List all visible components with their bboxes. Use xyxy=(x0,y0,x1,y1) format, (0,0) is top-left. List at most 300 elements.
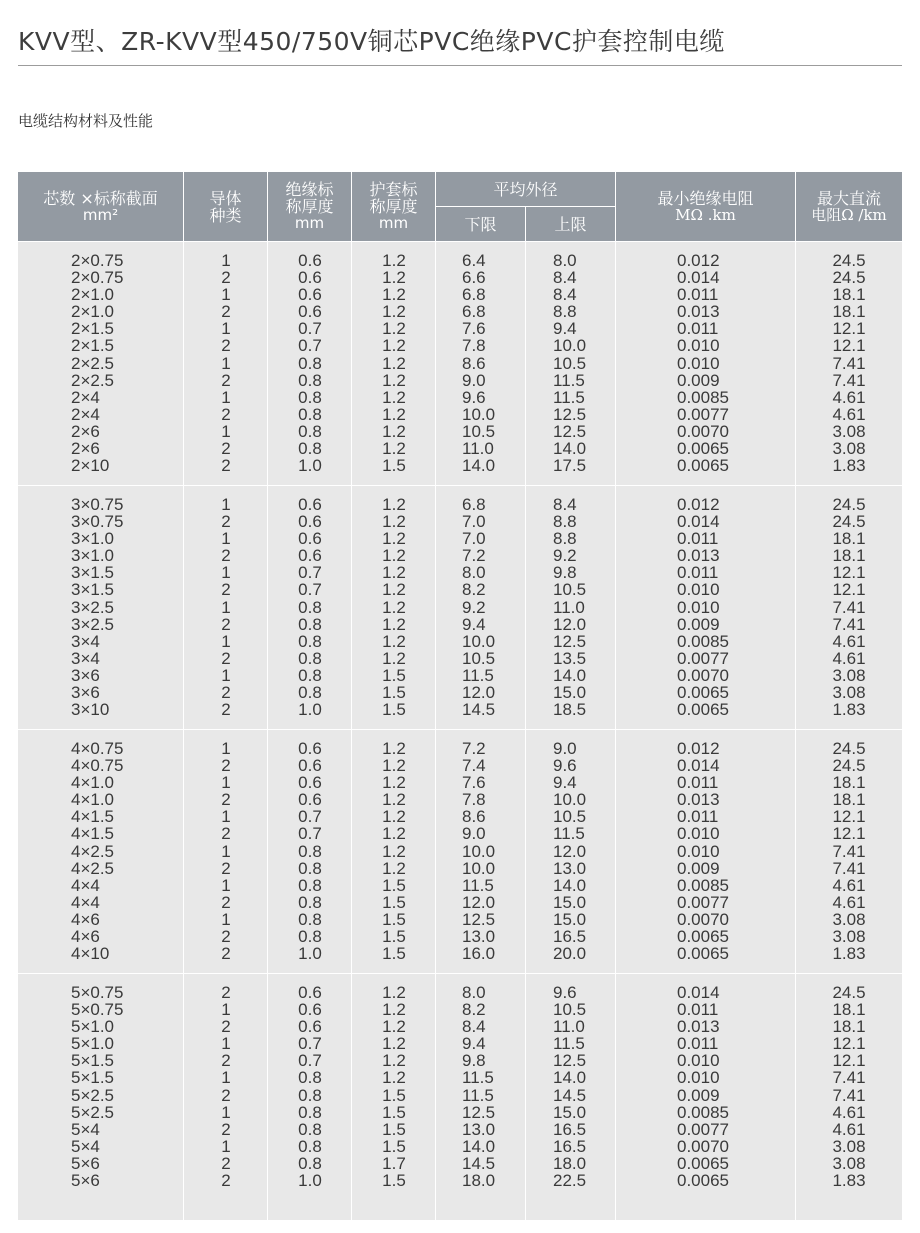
table-cell: 2 xyxy=(221,370,231,390)
table-cell: 2 xyxy=(221,546,231,566)
table-cell: 22.5 xyxy=(553,1171,587,1191)
table-cell: 4.61 xyxy=(832,404,866,424)
table-cell: 1 xyxy=(221,495,231,514)
table-cell: 2×2.5 xyxy=(71,370,115,390)
table-cell: 1.83 xyxy=(832,700,866,720)
table-cell: 1.83 xyxy=(832,1171,866,1191)
table-cell: 0.010 xyxy=(677,336,720,356)
table-cell: 1.5 xyxy=(382,1171,406,1191)
table-cell: 7.8 xyxy=(462,336,486,356)
table-cell: 1.2 xyxy=(382,580,406,600)
table-cell: 0.6 xyxy=(298,495,322,514)
table-cell: 0.6 xyxy=(298,983,322,1002)
table-cell: 11.5 xyxy=(553,1034,585,1054)
table-cell: 2 xyxy=(221,700,231,720)
table-cell: 2 xyxy=(221,983,231,1002)
table-cell: 0.009 xyxy=(677,1085,720,1105)
table-cell: 2×1.5 xyxy=(71,319,115,339)
table-cell: 3×6 xyxy=(71,665,100,685)
column-max-dc-resistance xyxy=(796,252,902,474)
table-cell: 1.2 xyxy=(382,268,406,288)
header-avg-od-label: 平均外径 xyxy=(493,179,558,199)
column-spec xyxy=(18,984,184,1189)
table-cell: 0.009 xyxy=(677,614,720,634)
table-cell: 2×4 xyxy=(71,404,100,424)
table-group xyxy=(18,974,902,1220)
table-cell: 0.8 xyxy=(298,927,322,947)
table-cell: 2 xyxy=(221,756,231,776)
table-cell: 2 xyxy=(221,404,231,424)
table-cell: 1.0 xyxy=(298,944,322,964)
header-conductor-line1: 导体 xyxy=(209,188,242,208)
table-cell: 4.61 xyxy=(832,387,866,407)
table-cell: 1 xyxy=(221,387,231,407)
table-cell: 6.6 xyxy=(462,268,486,288)
header-conductor xyxy=(184,172,267,241)
table-cell: 24.5 xyxy=(832,268,866,288)
table-cell: 0.8 xyxy=(298,597,322,617)
table-cell: 2 xyxy=(221,790,231,810)
table-cell: 3.08 xyxy=(832,927,866,947)
table-cell: 4.61 xyxy=(832,1102,866,1122)
table-cell: 8.0 xyxy=(462,983,486,1002)
table-cell: 9.6 xyxy=(462,387,486,407)
table-cell: 14.5 xyxy=(462,700,496,720)
table-cell: 12.0 xyxy=(553,841,587,861)
table-cell: 12.5 xyxy=(462,909,496,929)
table-cell: 1.5 xyxy=(382,1136,406,1156)
table-cell: 6.8 xyxy=(462,285,486,305)
table-cell: 0.6 xyxy=(298,529,322,549)
table-cell: 12.5 xyxy=(553,404,587,424)
table-cell: 0.012 xyxy=(677,739,720,758)
column-max-dc-resistance xyxy=(796,984,902,1189)
table-cell: 2×1.5 xyxy=(71,336,115,356)
table-cell: 8.6 xyxy=(462,807,486,827)
table-cell: 4.61 xyxy=(832,892,866,912)
table-cell: 3.08 xyxy=(832,1136,866,1156)
table-cell: 1.2 xyxy=(382,421,406,441)
table-cell: 9.4 xyxy=(462,1034,486,1054)
column-od-upper xyxy=(526,252,616,474)
table-cell: 1 xyxy=(221,1102,231,1122)
header-spec-unit: mm² xyxy=(82,205,119,224)
table-cell: 0.8 xyxy=(298,648,322,668)
table-cell: 0.012 xyxy=(677,251,720,270)
table-cell: 18.1 xyxy=(832,302,866,322)
table-cell: 0.0065 xyxy=(677,683,729,703)
title-divider xyxy=(18,65,902,66)
table-cell: 3×4 xyxy=(71,648,100,668)
table-cell: 6.8 xyxy=(462,302,486,322)
column-insulation-thickness xyxy=(268,496,352,718)
table-cell: 24.5 xyxy=(832,251,866,270)
table-cell: 15.0 xyxy=(553,1102,587,1122)
table-cell: 7.41 xyxy=(832,1085,866,1105)
table-cell: 0.6 xyxy=(298,739,322,758)
header-sheath xyxy=(352,172,435,241)
table-cell: 0.6 xyxy=(298,285,322,305)
table-cell: 4×2.5 xyxy=(71,841,115,861)
header-spec-label: 芯数 ×标称截面 xyxy=(43,188,158,208)
table-cell: 8.8 xyxy=(553,302,577,322)
table-cell: 4×1.5 xyxy=(71,807,115,827)
table-cell: 3×2.5 xyxy=(71,614,115,634)
table-cell: 12.5 xyxy=(553,631,587,651)
table-cell: 12.1 xyxy=(832,1051,866,1071)
column-od-lower xyxy=(436,740,526,962)
column-spec xyxy=(18,496,184,718)
table-cell: 6.8 xyxy=(462,495,486,514)
table-cell: 1.2 xyxy=(382,404,406,424)
table-cell: 1.2 xyxy=(382,773,406,793)
table-cell: 11.5 xyxy=(553,370,585,390)
table-cell: 0.6 xyxy=(298,512,322,532)
table-cell: 10.0 xyxy=(462,631,496,651)
table-cell: 7.6 xyxy=(462,773,486,793)
table-cell: 2 xyxy=(221,1119,231,1139)
table-cell: 0.010 xyxy=(677,841,720,861)
table-cell: 0.8 xyxy=(298,421,322,441)
table-cell: 0.0085 xyxy=(677,1102,729,1122)
table-cell: 0.0065 xyxy=(677,439,729,459)
table-cell: 10.5 xyxy=(553,1000,587,1020)
table-cell: 2 xyxy=(221,1017,231,1037)
table-cell: 2 xyxy=(221,1153,231,1173)
table-cell: 15.0 xyxy=(553,909,587,929)
header-avg-od xyxy=(436,172,615,206)
table-cell: 1.2 xyxy=(382,387,406,407)
column-max-dc-resistance xyxy=(796,740,902,962)
table-cell: 0.011 xyxy=(677,1034,719,1054)
table-cell: 5×1.5 xyxy=(71,1068,115,1088)
table-cell: 0.0065 xyxy=(677,700,729,720)
table-cell: 7.41 xyxy=(832,614,866,634)
table-cell: 12.5 xyxy=(462,1102,496,1122)
table-cell: 0.8 xyxy=(298,1102,322,1122)
table-cell: 0.0065 xyxy=(677,1171,729,1191)
header-sheath-line2: 称厚度 xyxy=(369,197,418,216)
table-cell: 10.0 xyxy=(553,336,587,356)
table-cell: 12.5 xyxy=(553,421,587,441)
table-cell: 16.5 xyxy=(553,927,587,947)
column-od-lower xyxy=(436,252,526,474)
table-cell: 12.0 xyxy=(462,683,496,703)
table-cell: 0.0070 xyxy=(677,1136,729,1156)
table-cell: 2 xyxy=(221,824,231,844)
table-cell: 3.08 xyxy=(832,909,866,929)
table-cell: 1.5 xyxy=(382,456,406,476)
table-cell: 1 xyxy=(221,909,231,929)
table-cell: 1 xyxy=(221,1034,231,1054)
column-min-insulation-resistance xyxy=(616,496,796,718)
table-cell: 11.5 xyxy=(462,875,494,895)
table-cell: 0.7 xyxy=(298,1034,322,1054)
table-cell: 0.8 xyxy=(298,614,322,634)
table-cell: 1.2 xyxy=(382,370,406,390)
table-cell: 1 xyxy=(221,875,231,895)
table-cell: 12.5 xyxy=(553,1051,587,1071)
table-cell: 1.5 xyxy=(382,683,406,703)
table-cell: 0.012 xyxy=(677,495,720,514)
header-sheath-unit: mm xyxy=(378,214,409,232)
table-cell: 11.0 xyxy=(462,439,494,459)
table-cell: 11.5 xyxy=(553,824,585,844)
table-cell: 0.011 xyxy=(677,807,719,827)
table-cell: 0.8 xyxy=(298,841,322,861)
table-cell: 1.2 xyxy=(382,353,406,373)
table-group xyxy=(18,730,902,973)
table-cell: 1.2 xyxy=(382,1034,406,1054)
table-cell: 14.0 xyxy=(553,439,587,459)
table-cell: 0.014 xyxy=(677,983,720,1002)
table-cell: 1.2 xyxy=(382,597,406,617)
table-cell: 0.6 xyxy=(298,268,322,288)
table-cell: 0.8 xyxy=(298,631,322,651)
table-cell: 0.7 xyxy=(298,336,322,356)
table-cell: 7.41 xyxy=(832,1068,866,1088)
table-cell: 0.011 xyxy=(677,1000,719,1020)
table-group xyxy=(18,242,902,485)
table-cell: 2 xyxy=(221,512,231,532)
table-cell: 10.5 xyxy=(553,353,587,373)
table-cell: 4×0.75 xyxy=(71,756,124,776)
table-cell: 1.2 xyxy=(382,824,406,844)
table-cell: 1.2 xyxy=(382,563,406,583)
table-cell: 9.2 xyxy=(462,597,486,617)
table-cell: 0.8 xyxy=(298,858,322,878)
table-cell: 1 xyxy=(221,1000,231,1020)
table-cell: 1.2 xyxy=(382,546,406,566)
table-cell: 12.1 xyxy=(832,824,866,844)
table-cell: 0.6 xyxy=(298,251,322,270)
table-cell: 4×6 xyxy=(71,909,100,929)
column-conductor-type xyxy=(184,252,268,474)
table-cell: 8.2 xyxy=(462,580,486,600)
column-sheath-thickness xyxy=(352,984,436,1189)
table-cell: 5×6 xyxy=(71,1153,100,1173)
table-cell: 1.5 xyxy=(382,1085,406,1105)
table-cell: 1 xyxy=(221,319,231,339)
table-cell: 7.0 xyxy=(462,529,486,549)
table-cell: 10.0 xyxy=(553,790,587,810)
table-cell: 0.8 xyxy=(298,1119,322,1139)
header-conductor-line2: 种类 xyxy=(209,205,242,225)
table-cell: 5×2.5 xyxy=(71,1102,115,1122)
table-cell: 2 xyxy=(221,614,231,634)
table-cell: 1.2 xyxy=(382,1051,406,1071)
table-cell: 2 xyxy=(221,439,231,459)
table-cell: 7.41 xyxy=(832,370,866,390)
table-cell: 0.014 xyxy=(677,512,720,532)
header-min-res-label: 最小绝缘电阻 xyxy=(657,188,754,208)
column-insulation-thickness xyxy=(268,984,352,1189)
table-cell: 2 xyxy=(221,892,231,912)
table-cell: 0.8 xyxy=(298,892,322,912)
table-cell: 3×0.75 xyxy=(71,495,124,514)
table-cell: 3×2.5 xyxy=(71,597,115,617)
column-spec xyxy=(18,740,184,962)
table-cell: 4.61 xyxy=(832,631,866,651)
table-cell: 5×4 xyxy=(71,1119,100,1139)
header-lower-label: 下限 xyxy=(464,214,497,234)
table-cell: 1.5 xyxy=(382,892,406,912)
table-cell: 24.5 xyxy=(832,739,866,758)
table-cell: 8.4 xyxy=(553,285,577,305)
table-cell: 1.83 xyxy=(832,456,866,476)
table-cell: 3.08 xyxy=(832,421,866,441)
table-cell: 8.0 xyxy=(553,251,577,270)
table-cell: 16.5 xyxy=(553,1136,587,1156)
table-cell: 0.013 xyxy=(677,546,720,566)
table-cell: 15.0 xyxy=(553,892,587,912)
table-cell: 12.1 xyxy=(832,580,866,600)
table-cell: 10.5 xyxy=(553,580,587,600)
table-cell: 5×1.0 xyxy=(71,1034,115,1054)
table-cell: 1 xyxy=(221,841,231,861)
table-cell: 0.0077 xyxy=(677,892,729,912)
table-cell: 12.0 xyxy=(462,892,496,912)
table-cell: 1.0 xyxy=(298,700,322,720)
table-cell: 0.0085 xyxy=(677,387,729,407)
table-cell: 0.010 xyxy=(677,1051,720,1071)
table-cell: 1.5 xyxy=(382,927,406,947)
table-cell: 1.0 xyxy=(298,1171,322,1191)
table-cell: 3.08 xyxy=(832,683,866,703)
page-title: KVV型、ZR-KVV型450/750V铜芯PVC绝缘PVC护套控制电缆 xyxy=(18,27,725,56)
header-insulation-line1: 绝缘标 xyxy=(285,180,334,199)
table-cell: 8.4 xyxy=(553,495,577,514)
table-cell: 3×0.75 xyxy=(71,512,124,532)
table-cell: 1.2 xyxy=(382,858,406,878)
table-cell: 10.5 xyxy=(553,807,587,827)
table-cell: 3.08 xyxy=(832,1153,866,1173)
table-cell: 18.1 xyxy=(832,1017,866,1037)
table-cell: 0.8 xyxy=(298,387,322,407)
table-cell: 7.2 xyxy=(462,546,486,566)
table-cell: 2 xyxy=(221,1085,231,1105)
header-insulation xyxy=(268,172,351,241)
table-cell: 2×4 xyxy=(71,387,100,407)
header-lower xyxy=(436,207,525,241)
table-cell: 12.1 xyxy=(832,807,866,827)
table-cell: 20.0 xyxy=(553,944,587,964)
table-cell: 1.2 xyxy=(382,739,406,758)
table-cell: 18.1 xyxy=(832,285,866,305)
table-cell: 14.5 xyxy=(553,1085,587,1105)
table-cell: 1 xyxy=(221,251,231,270)
table-cell: 0.011 xyxy=(677,773,719,793)
column-conductor-type xyxy=(184,984,268,1189)
table-cell: 2×6 xyxy=(71,421,100,441)
table-cell: 3×1.0 xyxy=(71,529,115,549)
table-cell: 2 xyxy=(221,1051,231,1071)
table-cell: 11.5 xyxy=(462,665,494,685)
column-max-dc-resistance xyxy=(796,496,902,718)
table-cell: 5×1.0 xyxy=(71,1017,115,1037)
table-cell: 1 xyxy=(221,1136,231,1156)
table-cell: 1.2 xyxy=(382,439,406,459)
table-cell: 1.2 xyxy=(382,756,406,776)
table-cell: 1 xyxy=(221,739,231,758)
table-cell: 3×10 xyxy=(71,700,110,720)
table-cell: 13.0 xyxy=(462,927,496,947)
table-cell: 4.61 xyxy=(832,1119,866,1139)
table-cell: 1 xyxy=(221,421,231,441)
table-cell: 4×1.0 xyxy=(71,790,115,810)
table-cell: 0.0077 xyxy=(677,404,729,424)
table-cell: 1.7 xyxy=(382,1153,406,1173)
table-cell: 0.8 xyxy=(298,875,322,895)
header-min-res-unit: MΩ .km xyxy=(675,205,736,224)
header-upper-label: 上限 xyxy=(554,214,587,234)
table-cell: 0.8 xyxy=(298,1136,322,1156)
table-cell: 7.41 xyxy=(832,841,866,861)
table-cell: 5×0.75 xyxy=(71,983,124,1002)
header-min-res xyxy=(616,172,795,241)
table-cell: 4.61 xyxy=(832,875,866,895)
table-cell: 18.1 xyxy=(832,529,866,549)
table-cell: 0.011 xyxy=(677,563,719,583)
table-cell: 0.010 xyxy=(677,597,720,617)
table-cell: 1.2 xyxy=(382,302,406,322)
table-cell: 1.2 xyxy=(382,512,406,532)
table-cell: 1.2 xyxy=(382,648,406,668)
table-cell: 9.0 xyxy=(462,370,486,390)
table-cell: 15.0 xyxy=(553,683,587,703)
table-cell: 0.0070 xyxy=(677,665,729,685)
table-cell: 1.2 xyxy=(382,336,406,356)
table-cell: 12.1 xyxy=(832,336,866,356)
table-cell: 8.8 xyxy=(553,512,577,532)
table-cell: 8.2 xyxy=(462,1000,486,1020)
table-cell: 2 xyxy=(221,302,231,322)
table-cell: 0.8 xyxy=(298,404,322,424)
table-cell: 7.2 xyxy=(462,739,486,758)
table-cell: 2 xyxy=(221,648,231,668)
table-cell: 1.2 xyxy=(382,807,406,827)
table-cell: 1.2 xyxy=(382,1000,406,1020)
table-cell: 0.013 xyxy=(677,302,720,322)
table-cell: 0.0077 xyxy=(677,648,729,668)
table-cell: 2×1.0 xyxy=(71,302,115,322)
table-cell: 2 xyxy=(221,456,231,476)
table-cell: 3×4 xyxy=(71,631,100,651)
table-cell: 18.0 xyxy=(462,1171,496,1191)
table-cell: 0.0070 xyxy=(677,421,729,441)
table-cell: 0.6 xyxy=(298,790,322,810)
table-cell: 3.08 xyxy=(832,439,866,459)
table-cell: 1 xyxy=(221,773,231,793)
table-cell: 0.8 xyxy=(298,1153,322,1173)
table-cell: 1.5 xyxy=(382,944,406,964)
table-cell: 0.014 xyxy=(677,756,720,776)
table-cell: 9.4 xyxy=(462,614,486,634)
table-cell: 11.0 xyxy=(553,1017,585,1037)
table-cell: 18.1 xyxy=(832,773,866,793)
table-cell: 0.0077 xyxy=(677,1119,729,1139)
table-cell: 2×2.5 xyxy=(71,353,115,373)
table-cell: 3.08 xyxy=(832,665,866,685)
column-sheath-thickness xyxy=(352,496,436,718)
table-cell: 7.8 xyxy=(462,790,486,810)
table-cell: 4.61 xyxy=(832,648,866,668)
column-sheath-thickness xyxy=(352,252,436,474)
table-cell: 1 xyxy=(221,597,231,617)
table-cell: 10.0 xyxy=(462,404,496,424)
table-group xyxy=(18,486,902,729)
table-cell: 0.010 xyxy=(677,353,720,373)
